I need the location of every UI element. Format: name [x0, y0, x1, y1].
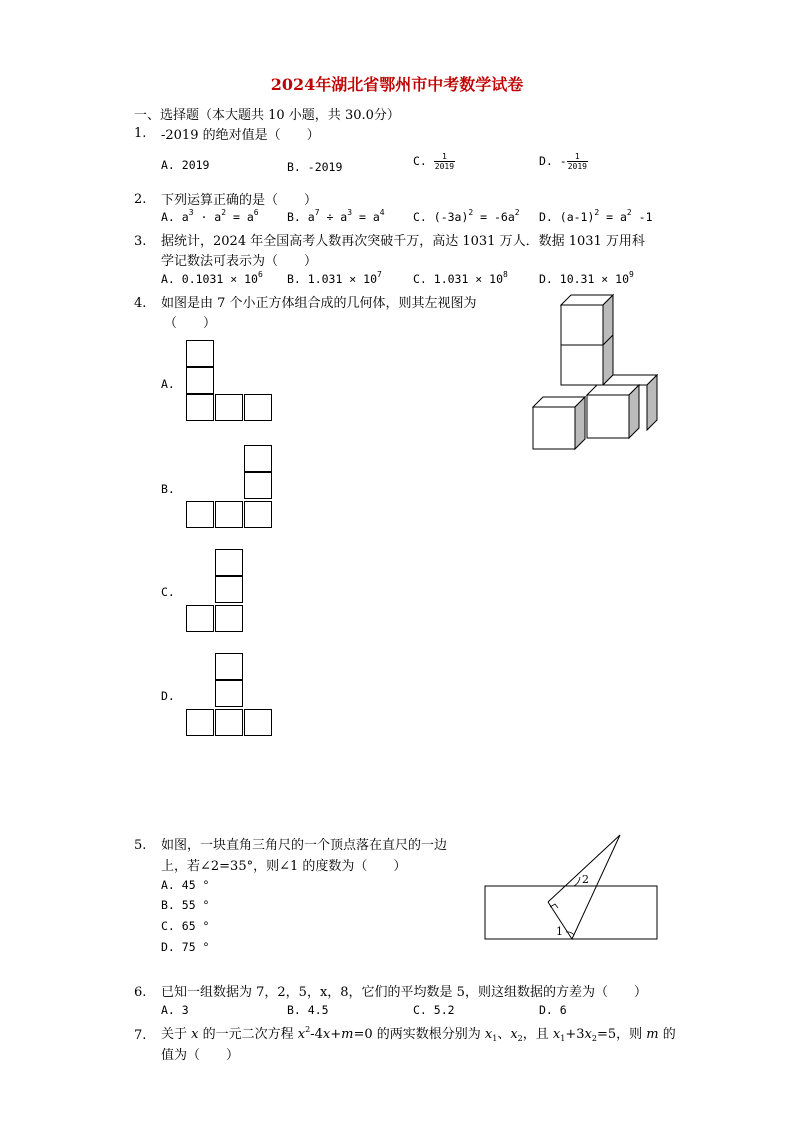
question-number: 7. — [134, 1028, 147, 1043]
question-stem-line1: 如图是由 7 个小正方体组合成的几何体，则其左视图为 — [161, 296, 477, 311]
ruler-triangle-figure — [484, 832, 660, 942]
question-stem-line2: 值为（ ） — [161, 1048, 240, 1063]
option-c: C. 65 ° — [161, 919, 210, 933]
option-label-a: A. — [161, 377, 175, 391]
page-title: 2024年湖北省鄂州市中考数学试卷 — [270, 75, 524, 94]
question-stem-line2: 上，若∠2=35°，则∠1 的度数为（ ） — [161, 859, 407, 874]
option-label-c: C. — [161, 585, 175, 599]
option-a: A. $0.1031 \times 10^6$ — [161, 270, 263, 286]
angle-2-label: 2 — [582, 873, 589, 886]
question-stem: 下列运算正确的是（ ） — [161, 193, 318, 208]
option-a: A. 45 ° — [161, 878, 210, 892]
question-number: 2. — [134, 192, 147, 207]
question-stem-line2: 学记数法可表示为（ ） — [161, 254, 318, 269]
option-c: C. $(-3a)^2 = -6a^2$ — [413, 208, 520, 224]
question-number: 4. — [134, 296, 147, 311]
question-number: 1. — [134, 126, 147, 141]
option-a: A. $a^3 \cdot a^2 = a^6$ — [161, 208, 259, 224]
option-a: A. 3 — [161, 1003, 189, 1017]
option-label-d: D. — [161, 689, 175, 703]
option-c: C. $1.031 \times 10^8$ — [413, 270, 508, 286]
option-b: B. -2019 — [287, 160, 343, 174]
option-c: C. 5.2 — [413, 1003, 455, 1017]
question-number: 3. — [134, 234, 147, 249]
question-number: 6. — [134, 985, 147, 1000]
option-d: D. $(a-1)^2 = a^2$ -1 — [539, 208, 653, 224]
question-stem: 已知一组数据为 7，2，5，x，8，它们的平均数是 5，则这组数据的方差为（ ） — [161, 985, 647, 1000]
angle-1-label: 1 — [556, 925, 563, 938]
option-label-b: B. — [161, 482, 175, 496]
option-b: B. 55 ° — [161, 898, 210, 912]
question-stem-line1: 据统计，2024 年全国高考人数再次突破千万，高达 1031 万人．数据 1031 万用科 — [161, 234, 645, 249]
section-heading: 一、选择题（本大题共 10 小题，共 30.0分） — [134, 108, 400, 123]
option-b: B. 4.5 — [287, 1003, 329, 1017]
question-stem-line2: （ ） — [164, 316, 217, 331]
option-b: B. $a^7 \div a^3 = a^4$ — [287, 208, 385, 224]
cube-solid-figure — [528, 293, 662, 453]
question-stem-line1: 如图，一块直角三角尺的一个顶点落在直尺的一边 — [161, 838, 448, 853]
option-d: D. 75 ° — [161, 940, 210, 954]
option-d: D. $10.31 \times 10^9$ — [539, 270, 634, 286]
question-stem-line1: 关于 x 的一元二次方程 $x^2-4x+m=0$ 的两实数根分别为 $x_1$、$x_2$，且 $x_1+3x_2=5$，则 m 的 — [161, 1025, 676, 1043]
option-d: D. 6 — [539, 1003, 567, 1017]
option-c: C. $\frac{1}{2019}$ — [413, 152, 455, 171]
option-b: B. $1.031 \times 10^7$ — [287, 270, 382, 286]
question-stem: -2019 的绝对值是（ ） — [161, 128, 320, 143]
question-number: 5. — [134, 838, 147, 853]
option-d: D. - $\frac{1}{2019}$ — [539, 152, 587, 171]
option-a: A. 2019 — [161, 158, 210, 172]
